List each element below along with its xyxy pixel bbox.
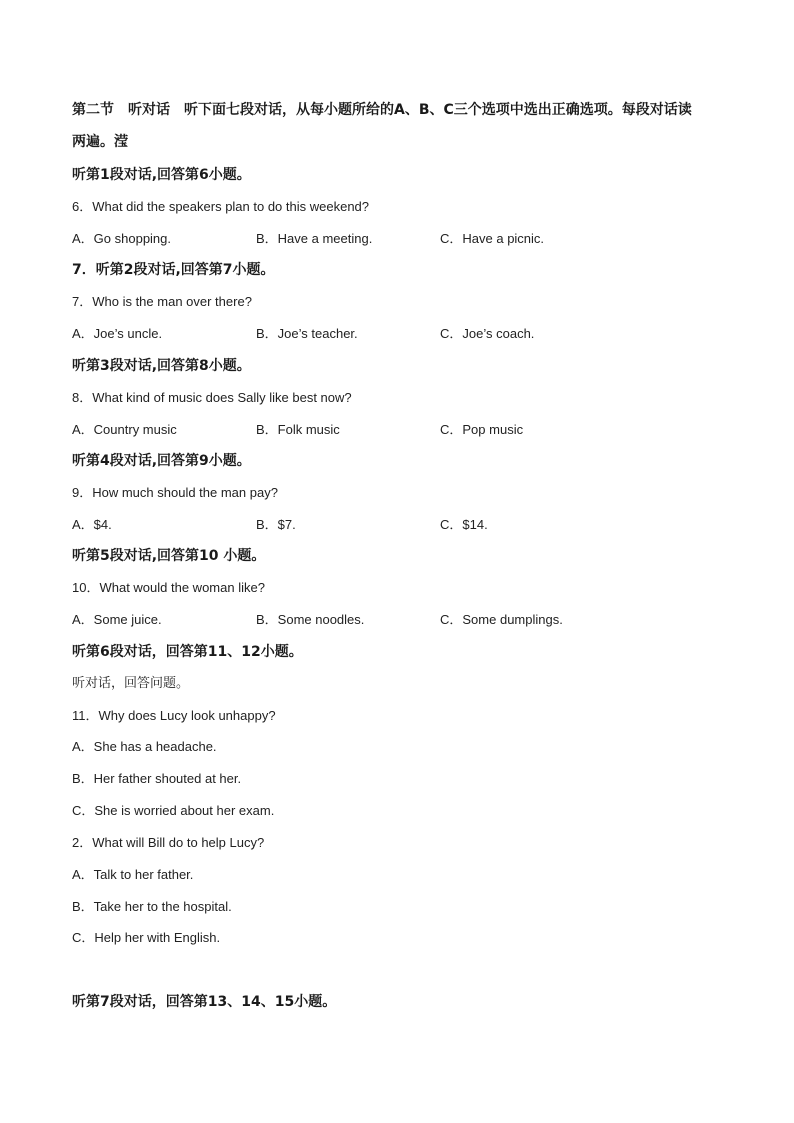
question-8-option-a: A．Country music xyxy=(72,422,177,437)
dialogue-1-heading: 听第1段对话,回答第6小题。 xyxy=(72,167,251,183)
question-12-option-b: B．Take her to the hospital. xyxy=(72,899,232,914)
question-12-option-c: C．Help her with English. xyxy=(72,930,221,945)
dialogue-4-heading: 听第4段对话,回答第9小题。 xyxy=(72,453,251,469)
question-6-option-c: C．Have a picnic. xyxy=(440,231,545,246)
dialogue-5-heading: 听第5段对话,回答第10 小题。 xyxy=(72,548,266,564)
question-7-option-a: A．Joe’s uncle. xyxy=(72,326,163,341)
question-11-option-a: A．She has a headache. xyxy=(72,739,217,754)
question-12: 2．What will Bill do to help Lucy? xyxy=(72,835,265,850)
dialogue-6-instruction: 听对话，回答问题。 xyxy=(72,676,190,691)
question-8-option-c: C．Pop music xyxy=(440,422,524,437)
question-9: 9．How much should the man pay? xyxy=(72,485,278,500)
question-8-option-b: B．Folk music xyxy=(256,422,340,437)
dialogue-6-heading: 听第6段对话，回答第11、12小题。 xyxy=(72,644,303,660)
dialogue-7-heading: 听第7段对话，回答第13、14、15小题。 xyxy=(72,994,337,1010)
section-title: 第二节 听对话 听下面七段对话，从每小题所给的A、B、C三个选项中选出正确选项。每段对话读 xyxy=(72,102,692,118)
section-title-continued: 两遍。滢 xyxy=(72,134,128,150)
question-10-option-b: B．Some noodles. xyxy=(256,612,365,627)
question-6-option-b: B．Have a meeting. xyxy=(256,231,373,246)
question-9-option-a: A．$4. xyxy=(72,517,112,532)
question-9-option-b: B．$7. xyxy=(256,517,296,532)
question-7: 7．Who is the man over there? xyxy=(72,294,252,309)
question-11: 11．Why does Lucy look unhappy? xyxy=(72,708,276,723)
question-10-option-a: A．Some juice. xyxy=(72,612,162,627)
question-10-option-c: C．Some dumplings. xyxy=(440,612,563,627)
question-12-option-a: A．Talk to her father. xyxy=(72,867,194,882)
dialogue-2-heading: 7．听第2段对话,回答第7小题。 xyxy=(72,262,275,278)
question-9-option-c: C．$14. xyxy=(440,517,488,532)
question-11-option-c: C．She is worried about her exam. xyxy=(72,803,275,818)
dialogue-3-heading: 听第3段对话,回答第8小题。 xyxy=(72,358,251,374)
question-8: 8．What kind of music does Sally like best now? xyxy=(72,390,352,405)
question-7-option-c: C．Joe’s coach. xyxy=(440,326,535,341)
question-11-option-b: B．Her father shouted at her. xyxy=(72,771,242,786)
question-7-option-b: B．Joe’s teacher. xyxy=(256,326,358,341)
question-10: 10．What would the woman like? xyxy=(72,580,265,595)
question-6: 6．What did the speakers plan to do this weekend? xyxy=(72,199,370,214)
question-6-option-a: A．Go shopping. xyxy=(72,231,172,246)
